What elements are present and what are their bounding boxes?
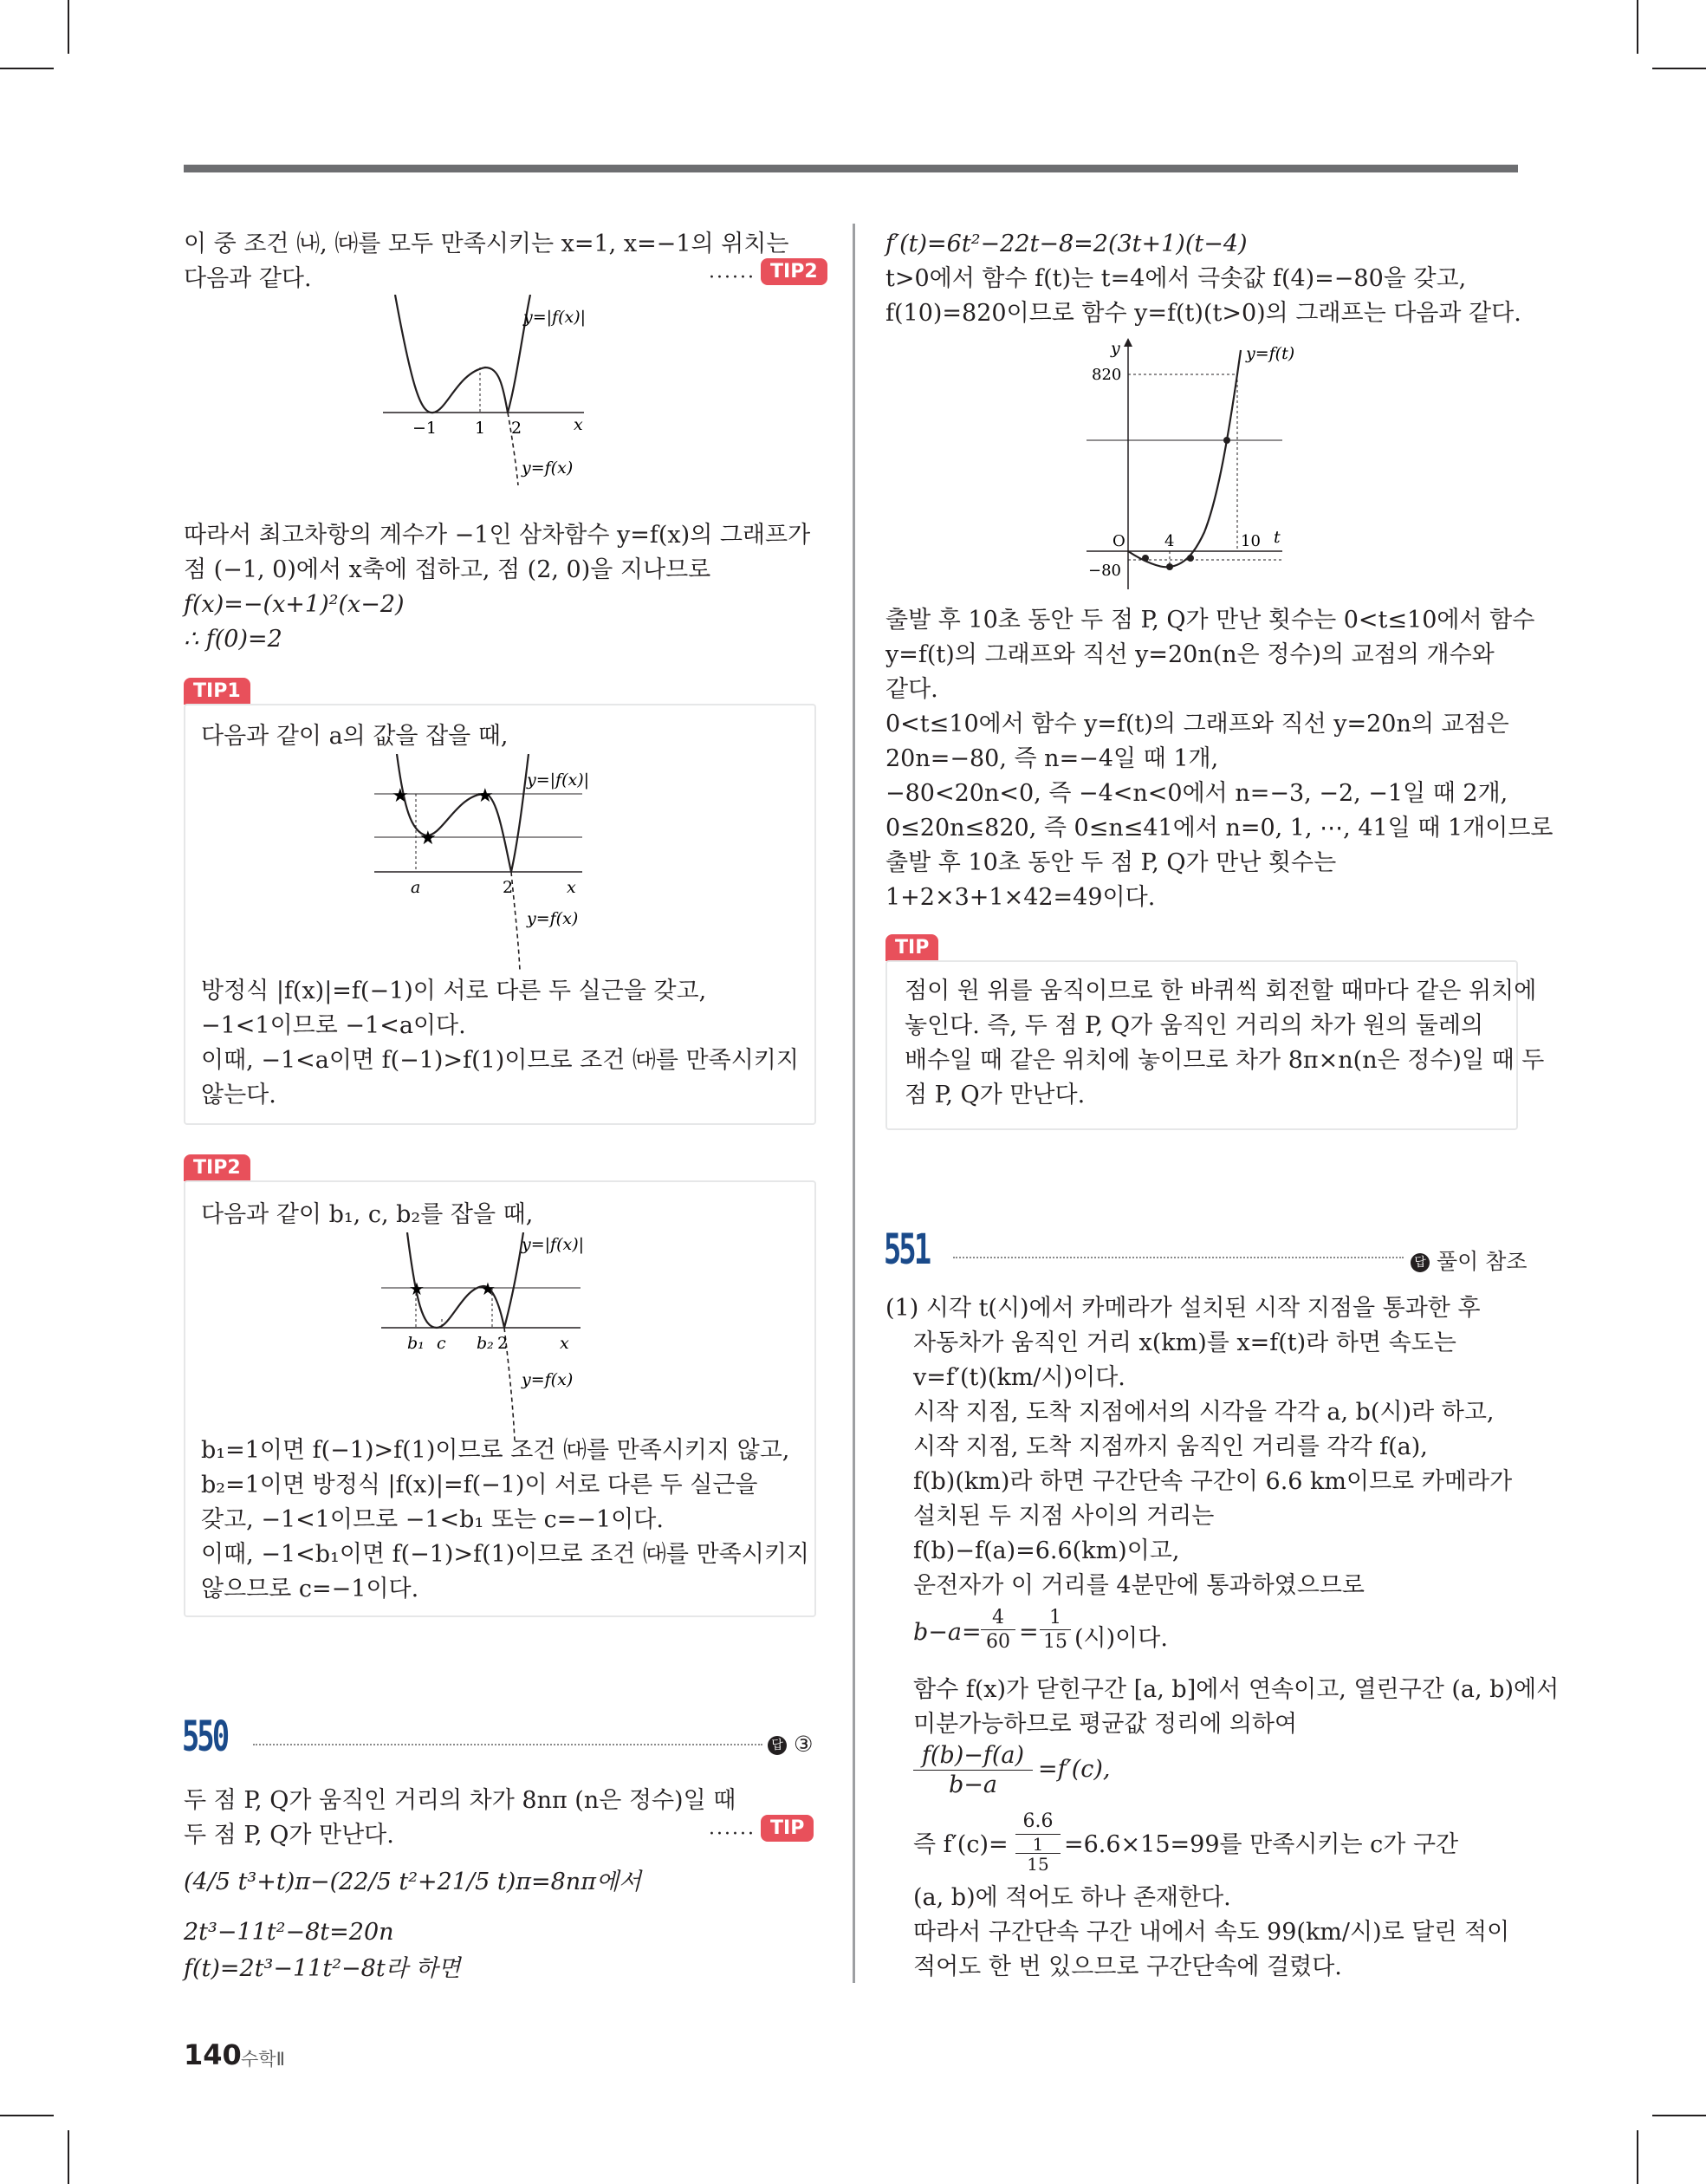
tip1-line: −1<1이므로 −1<a이다. [201, 1012, 466, 1039]
graph1-tick-1: 1 [475, 419, 486, 438]
p550-line: 두 점 P, Q가 움직인 거리의 차가 8nπ (n은 정수)일 때 [184, 1787, 736, 1814]
p551-line: f(b)(km)라 하면 구간단속 구간이 6.6 km이므로 카메라가 [913, 1468, 1513, 1495]
left-para-line: f(x)=−(x+1)²(x−2) [184, 591, 405, 618]
problem-551-answer: 답 풀이 참조 [1411, 1245, 1528, 1276]
graph-t-t-label: t [1274, 528, 1281, 547]
p551-line: 시작 지점, 도착 지점까지 움직인 거리를 각각 f(a), [913, 1433, 1428, 1460]
tip1-line: 방정식 |f(x)|=f(−1)이 서로 다른 두 실근을 갖고, [201, 978, 707, 1004]
left-para-line: ∴ f(0)=2 [184, 626, 282, 653]
tip1-graph [374, 754, 634, 971]
p551-line: 적어도 한 번 있으므로 구간단속에 걸렸다. [913, 1953, 1342, 1980]
left-intro-line2: 다음과 같다. [184, 265, 312, 292]
right-line: 같다. [885, 676, 938, 703]
crop-mark [1652, 68, 1706, 69]
right-line: t>0에서 함수 f(t)는 t=4에서 극솟값 f(4)=−80을 갖고, [885, 265, 1467, 292]
graph-f-t [1083, 338, 1300, 589]
tip2-graph [381, 1232, 632, 1440]
p551-line: (1) 시각 t(시)에서 카메라가 설치된 시작 지점을 통과한 후 [885, 1295, 1481, 1322]
tip1-x-label: x [567, 878, 576, 897]
p550-eq2: 2t³−11t²−8t=20n [184, 1919, 394, 1946]
right-tip-line: 점 P, Q가 만난다. [905, 1082, 1086, 1108]
tip2-yf-label: y=f(x) [522, 1370, 574, 1389]
leader-dots: ······ [709, 267, 756, 289]
p551-line: 자동차가 움직인 거리 x(km)를 x=f(t)라 하면 속도는 [913, 1329, 1456, 1356]
tip2-x-label: x [560, 1334, 569, 1353]
problem-551-number: 551 [884, 1225, 930, 1274]
tip2-2-label: 2 [497, 1334, 509, 1353]
page-subject: 수학Ⅱ [241, 2049, 285, 2070]
graph1-tick-m1: −1 [412, 419, 438, 438]
svg-text:★: ★ [409, 1278, 425, 1299]
svg-text:★: ★ [477, 785, 494, 807]
crop-mark [1652, 2115, 1706, 2116]
graph-t-m80: −80 [1088, 562, 1121, 580]
right-line: −80<20n<0, 즉 −4<n<0에서 n=−3, −2, −1일 때 2개, [885, 780, 1508, 807]
tip1-intro: 다음과 같이 a의 값을 잡을 때, [201, 723, 509, 750]
p551-line: 시작 지점, 도착 지점에서의 시각을 각각 a, b(시)라 하고, [913, 1399, 1495, 1426]
svg-text:★: ★ [480, 1278, 496, 1299]
p551-line: v=f′(t)(km/시)이다. [913, 1364, 1125, 1391]
p551-line: 설치된 두 지점 사이의 거리는 [913, 1503, 1215, 1530]
tip1-yf-label: y=f(x) [527, 909, 579, 928]
left-intro-line1: 이 중 조건 ㈏, ㈐를 모두 만족시키는 x=1, x=−1의 위치는 [184, 231, 789, 257]
graph-t-y-label: y [1111, 339, 1120, 358]
header-rule [184, 165, 1518, 172]
graph1-tick-2: 2 [511, 419, 522, 438]
tip2-intro: 다음과 같이 b₁, c, b₂를 잡을 때, [201, 1201, 534, 1228]
tip2-c-label: c [437, 1334, 446, 1353]
tip2-yabs-label: y=|f(x)| [522, 1235, 585, 1254]
p551-line: 운전자가 이 거리를 4분만에 통과하였으므로 [913, 1572, 1365, 1599]
tip1-line: 이때, −1<a이면 f(−1)>f(1)이므로 조건 ㈐를 만족시키지 [201, 1047, 799, 1074]
leader-dots: ······ [709, 1823, 756, 1845]
crop-mark [68, 0, 69, 54]
right-line: 0≤20n≤820, 즉 0≤n≤41에서 n=0, 1, ⋯, 41일 때 1개이므로 [885, 815, 1554, 842]
crop-mark [0, 2115, 54, 2116]
tip2-line: b₂=1이면 방정식 |f(x)|=f(−1)이 서로 다른 두 실근을 [201, 1472, 758, 1498]
p550-tip-tag: TIP [761, 1815, 814, 1842]
svg-text:★: ★ [419, 828, 437, 849]
tip1-a-label: a [411, 878, 421, 897]
right-tip-tag: TIP [885, 934, 938, 961]
p551-line: (a, b)에 적어도 하나 존재한다. [913, 1884, 1231, 1911]
p551-line: 함수 f(x)가 닫힌구간 [a, b]에서 연속이고, 열린구간 (a, b)에서 [913, 1676, 1560, 1703]
right-line: 20n=−80, 즉 n=−4일 때 1개, [885, 745, 1219, 772]
right-tip-line: 놓인다. 즉, 두 점 P, Q가 움직인 거리의 차가 원의 둘레의 [905, 1012, 1484, 1039]
right-line: 출발 후 10초 동안 두 점 P, Q가 만난 횟수는 [885, 849, 1337, 876]
problem-551-leader [953, 1257, 1404, 1258]
tip2-tag: TIP2 [184, 1154, 250, 1181]
problem-550-answer: 답 ③ [768, 1732, 813, 1757]
crop-mark [1637, 2130, 1638, 2184]
right-line: 0<t≤10에서 함수 y=f(t)의 그래프와 직선 y=20n의 교점은 [885, 711, 1509, 738]
right-line: f(10)=820이므로 함수 y=f(t)(t>0)의 그래프는 다음과 같다. [885, 300, 1521, 327]
left-para-line: 점 (−1, 0)에서 x축에 접하고, 점 (2, 0)을 지나므로 [184, 556, 711, 583]
right-line: 출발 후 10초 동안 두 점 P, Q가 만난 횟수는 0<t≤10에서 함수 [885, 607, 1535, 634]
p550-eq1: (4/5 t³+t)π−(22/5 t²+21/5 t)π=8nπ에서 [184, 1869, 642, 1895]
problem-550-number: 550 [182, 1713, 228, 1761]
tip2-reference-tag: TIP2 [761, 258, 827, 285]
graph-t-10: 10 [1241, 532, 1261, 550]
graph-t-curve-label: y=f(t) [1246, 344, 1295, 363]
tip2-line: 이때, −1<b₁이면 f(−1)>f(1)이므로 조건 ㈐를 만족시키지 [201, 1541, 809, 1568]
right-tip-line: 점이 원 위를 움직이므로 한 바퀴씩 회전할 때마다 같은 위치에 [905, 978, 1537, 1004]
left-para-line: 따라서 최고차항의 계수가 −1인 삼차함수 y=f(x)의 그래프가 [184, 522, 811, 549]
graph-t-820: 820 [1092, 366, 1122, 384]
tip2-b2-label: b₂ [477, 1334, 494, 1353]
p550-eq3: f(t)=2t³−11t²−8t라 하면 [184, 1955, 461, 1982]
p551-line: f(b)−f(a)=6.6(km)이고, [913, 1537, 1180, 1564]
graph1-yf-label: y=f(x) [522, 458, 574, 478]
p551-eq-c: 즉 f′(c)= 6.6 1 15 =6.6×15=99를 만족시키는 c가 구간 [913, 1810, 1459, 1875]
tip2-line: 갖고, −1<1이므로 −1<b₁ 또는 c=−1이다. [201, 1506, 664, 1533]
p551-line: 미분가능하므로 평균값 정리에 의하여 [913, 1711, 1298, 1738]
graph1-yabs-label: y=|f(x)| [523, 308, 587, 327]
graph-abs-f [378, 295, 594, 485]
graph-t-origin: O [1112, 532, 1125, 550]
right-tip-line: 배수일 때 같은 위치에 놓이므로 차가 8π×n(n은 정수)일 때 두 [905, 1047, 1545, 1074]
p551-eq-mvt: f(b)−f(a) b−a =f′(c), [913, 1742, 1138, 1799]
column-divider [853, 224, 855, 1983]
graph1-x-label: x [574, 415, 583, 434]
crop-mark [1637, 0, 1638, 54]
svg-text:★: ★ [392, 785, 409, 807]
right-line: y=f(t)의 그래프와 직선 y=20n(n은 정수)의 교점의 개수와 [885, 641, 1495, 668]
crop-mark [0, 68, 54, 69]
graph-t-4: 4 [1164, 532, 1175, 550]
tip2-b1-label: b₁ [407, 1334, 425, 1353]
crop-mark [68, 2130, 69, 2184]
right-line: 1+2×3+1×42=49이다. [885, 884, 1156, 911]
tip1-yabs-label: y=|f(x)| [527, 770, 590, 790]
tip2-line: 않으므로 c=−1이다. [201, 1576, 419, 1602]
right-line: f′(t)=6t²−22t−8=2(3t+1)(t−4) [885, 231, 1248, 257]
tip2-line: b₁=1이면 f(−1)>f(1)이므로 조건 ㈐를 만족시키지 않고, [201, 1437, 790, 1464]
tip1-line: 않는다. [201, 1082, 276, 1108]
tip1-tag: TIP1 [184, 678, 250, 705]
page-number: 140 [184, 2038, 242, 2071]
tip1-2-label: 2 [503, 878, 514, 897]
p551-line: 따라서 구간단속 구간 내에서 속도 99(km/시)로 달린 적이 [913, 1919, 1510, 1946]
problem-550-leader [253, 1744, 762, 1745]
p550-line: 두 점 P, Q가 만난다. [184, 1822, 394, 1849]
